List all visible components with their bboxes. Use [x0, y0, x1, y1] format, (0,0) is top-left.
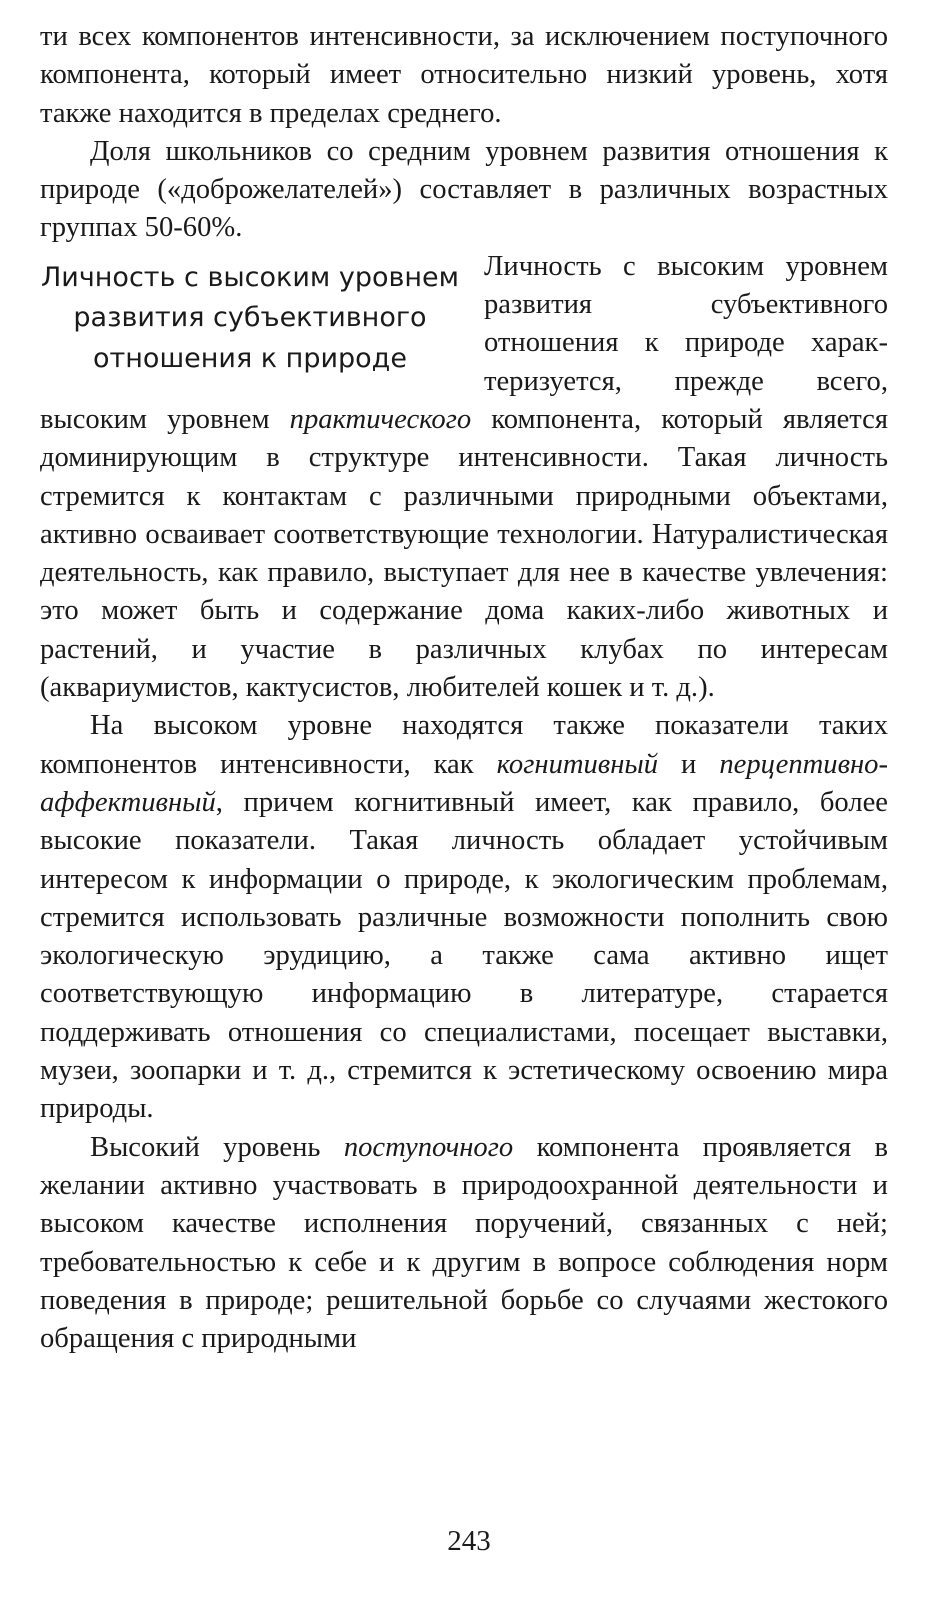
term-behavioral: поступочного	[343, 1131, 514, 1163]
paragraph-4	[40, 707, 888, 1128]
paragraph-3-text-1: Личность с высоким уровнем развития субъективного отношения к природе характеризуется, прежде всего, высоким уровнем	[40, 250, 888, 435]
term-perceptive-affective: перцептивно-аффективный	[40, 748, 889, 818]
paragraph-5-text-1: Высокий уровень	[90, 1131, 344, 1163]
paragraph-2: Доля школьников со средним уровнем развития отношения к природе («доброжелателей») составляет в различных возрастных группах 50-60%.	[40, 135, 888, 244]
paragraph-5-text-2: компонента проявляется в желании активно участвовать в природоохранной деятельности и высоком качестве исполнения поручений, связанных с ней; требовательностью к себе и к другим в вопросе соблюдения норм поведения в природе; решительной борьбе со случаями жестокого обращения с природными	[40, 1131, 889, 1355]
paragraph-5	[40, 1129, 888, 1359]
term-cognitive: когнитивный	[496, 748, 659, 780]
paragraph-3-text-2: компонента, который является доминирующим в структуре интенсивности. Такая личность стремится к контактам с различными природными объектами, активно осваивает соответствующие технологии. Натуралистическая деятельность, как правило, выступает для нее в качестве увлечения: это может быть и содержание дома каких-либо животных и растений, и участие в различных клубах по интересам (аквариумистов, кактусистов, любителей кошек и т. д.).	[40, 403, 888, 704]
section-heading: Личность с высоким уровнем развития субъективного отношения к природе	[40, 261, 460, 374]
paragraph-4-text-1: На высоком уровне находятся также показатели таких компонентов интенсивности, как	[40, 710, 888, 780]
page-body	[40, 18, 888, 1358]
paragraph-4-text-2: и	[658, 748, 720, 780]
paragraph-4-text-3: , причем когнитивный имеет, как правило, более высокие показатели. Такая личность обладает устойчивым интересом к информации о природе, к экологическим проблемам, стремится использовать различные возможности пополнить свою экологическую эрудицию, а также сама активно ищет соответствующую информацию в литературе, старается поддерживать отношения со специалистами, посещает выставки, музеи, зоопарки и т. д., стремится к эстетическому освоению мира природы.	[40, 786, 888, 1125]
term-practical: практического	[289, 403, 472, 435]
page-number: 243	[447, 1525, 491, 1557]
paragraph-1: ти всех компонентов интенсивности, за исключением поступочного компонента, который имеет относительно низкий уровень, хотя также находится в пределах среднего.	[40, 21, 888, 129]
